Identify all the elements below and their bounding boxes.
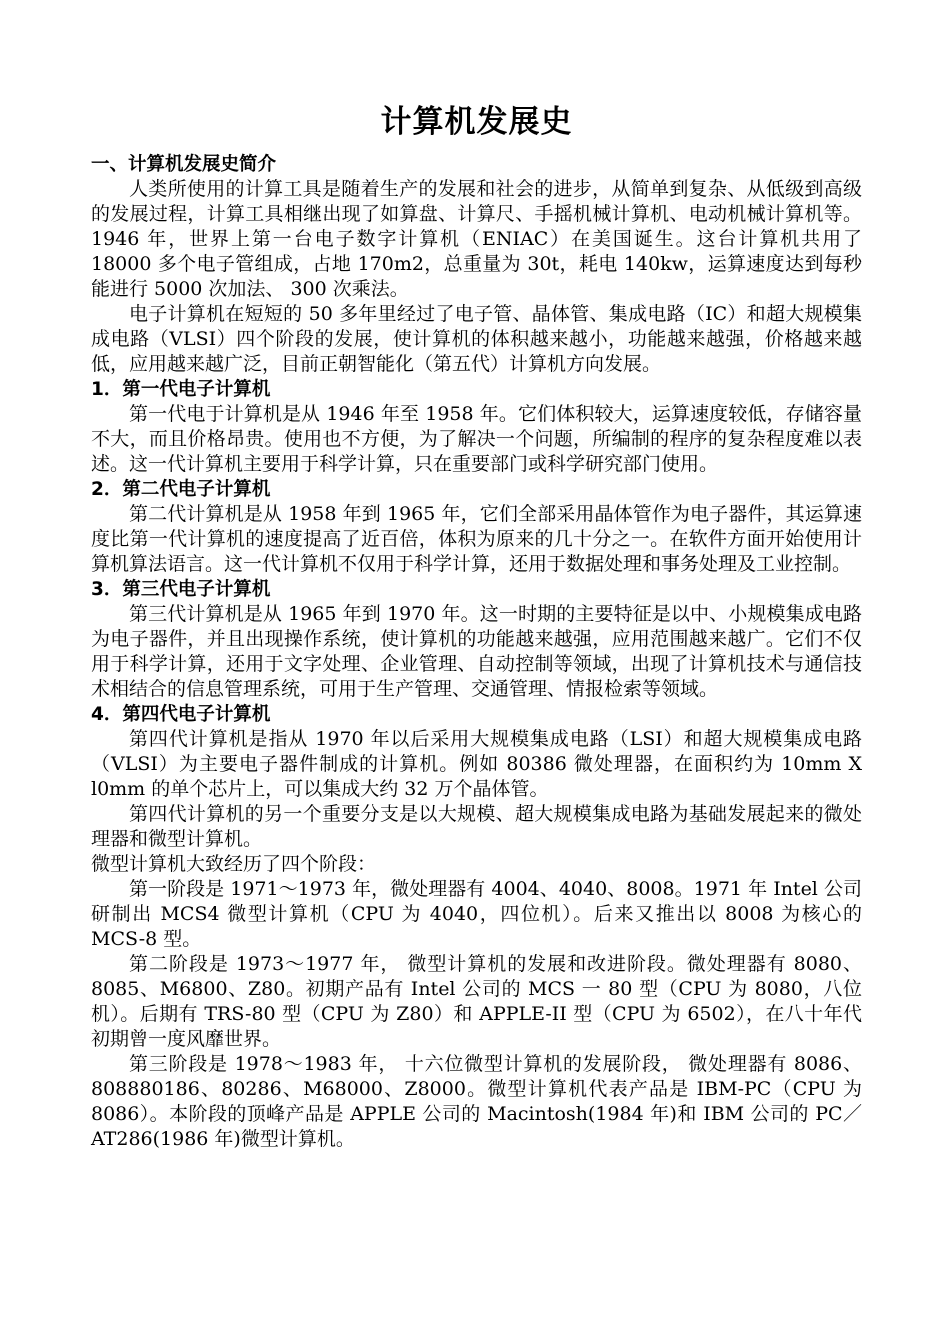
paragraph-gen3: 第三代计算机是从 1965 年到 1970 年。这一时期的主要特征是以中、小规模集成电路为电子器件，并且出现操作系统，使计算机的功能越来越强，应用范围越来越广。它们不仅用于科学计算，还用于文字处理、企业管理、自动控制等领域，出现了计算机技术与通信技术相结合的信息管理系统，可用于生产管理、交通管理、情报检索等领域。: [91, 603, 862, 700]
paragraph-micro-stages: 微型计算机大致经历了四个阶段：: [91, 853, 377, 875]
paragraph-gen4-1: 第四代计算机是指从 1970 年以后采用大规模集成电路（LSI）和超大规模集成电路（VLSI）为主要电子器件制成的计算机。例如 80386 微处理器，在面积约为 10mm X l0mm 的单个芯片上，可以集成大约 32 万个晶体管。: [91, 728, 862, 800]
section-heading-intro: 一、计算机发展史简介: [91, 154, 277, 175]
paragraph-gen1: 第一代电于计算机是从 1946 年至 1958 年。它们体积较大，运算速度较低，存储容量不大，而且价格昂贵。使用也不方便，为了解决一个问题，所编制的程序的复杂程度难以表述。这一代计算机主要用于科学计算，只在重要部门或科学研究部门使用。: [91, 403, 862, 475]
paragraph-stage-1: 第一阶段是 1971～1973 年，微处理器有 4004、4040、8008。1971 年 Intel 公司研制出 MCS4 微型计算机（CPU 为 4040，四位机）。后来又推出以 8008 为核心的 MCS-8 型。: [91, 878, 862, 950]
section-heading-gen2: 2．第二代电子计算机: [91, 479, 271, 500]
paragraph-intro-2: 电子计算机在短短的 50 多年里经过了电子管、晶体管、集成电路（IC）和超大规模集成电路（VLSI）四个阶段的发展，使计算机的体积越来越小，功能越来越强，价格越来越低，应用越来越广泛，目前正朝智能化（第五代）计算机方向发展。: [91, 303, 862, 375]
section-heading-gen3: 3．第三代电子计算机: [91, 579, 271, 600]
section-heading-gen1: 1．第一代电子计算机: [91, 379, 271, 400]
paragraph-intro-1: 人类所使用的计算工具是随着生产的发展和社会的进步，从简单到复杂、从低级到高级的发展过程，计算工具相继出现了如算盘、计算尺、手摇机械计算机、电动机械计算机等。1946 年，世界上第一台电子数字计算机（ENIAC）在美国诞生。这台计算机共用了 18000 多个电子管组成，占地 170m2，总重量为 30t，耗电 140kw，运算速度达到每秒能进行 5000 次加法、 300 次乘法。: [91, 178, 862, 300]
paragraph-stage-2: 第二阶段是 1973～1977 年， 微型计算机的发展和改进阶段。微处理器有 8080、8085、M6800、Z80。初期产品有 Intel 公司的 MCS 一 80 型（CPU 为 8080，八位机）。后期有 TRS-80 型（CPU 为 Z80）和 APPLE-II 型（CPU 为 6502），在八十年代初期曾一度风靡世界。: [91, 953, 862, 1050]
document-title: 计算机发展史: [380, 104, 573, 140]
section-heading-gen4: 4．第四代电子计算机: [91, 704, 271, 725]
paragraph-stage-3: 第三阶段是 1978～1983 年， 十六位微型计算机的发展阶段， 微处理器有 8086、808880186、80286、M68000、Z8000。微型计算机代表产品是 IBM-PC（CPU 为 8086）。本阶段的顶峰产品是 APPLE 公司的 Macintosh(1984 年)和 IBM 公司的 PC／AT286(1986 年)微型计算机。: [91, 1053, 862, 1150]
paragraph-gen2: 第二代计算机是从 1958 年到 1965 年，它们全部采用晶体管作为电子器件，其运算速度比第一代计算机的速度提高了近百倍，体积为原来的几十分之一。在软件方面开始使用计算机算法语言。这一代计算机不仅用于科学计算，还用于数据处理和事务处理及工业控制。: [91, 503, 862, 575]
paragraph-gen4-2: 第四代计算机的另一个重要分支是以大规模、超大规模集成电路为基础发展起来的微处理器和微型计算机。: [91, 803, 862, 850]
